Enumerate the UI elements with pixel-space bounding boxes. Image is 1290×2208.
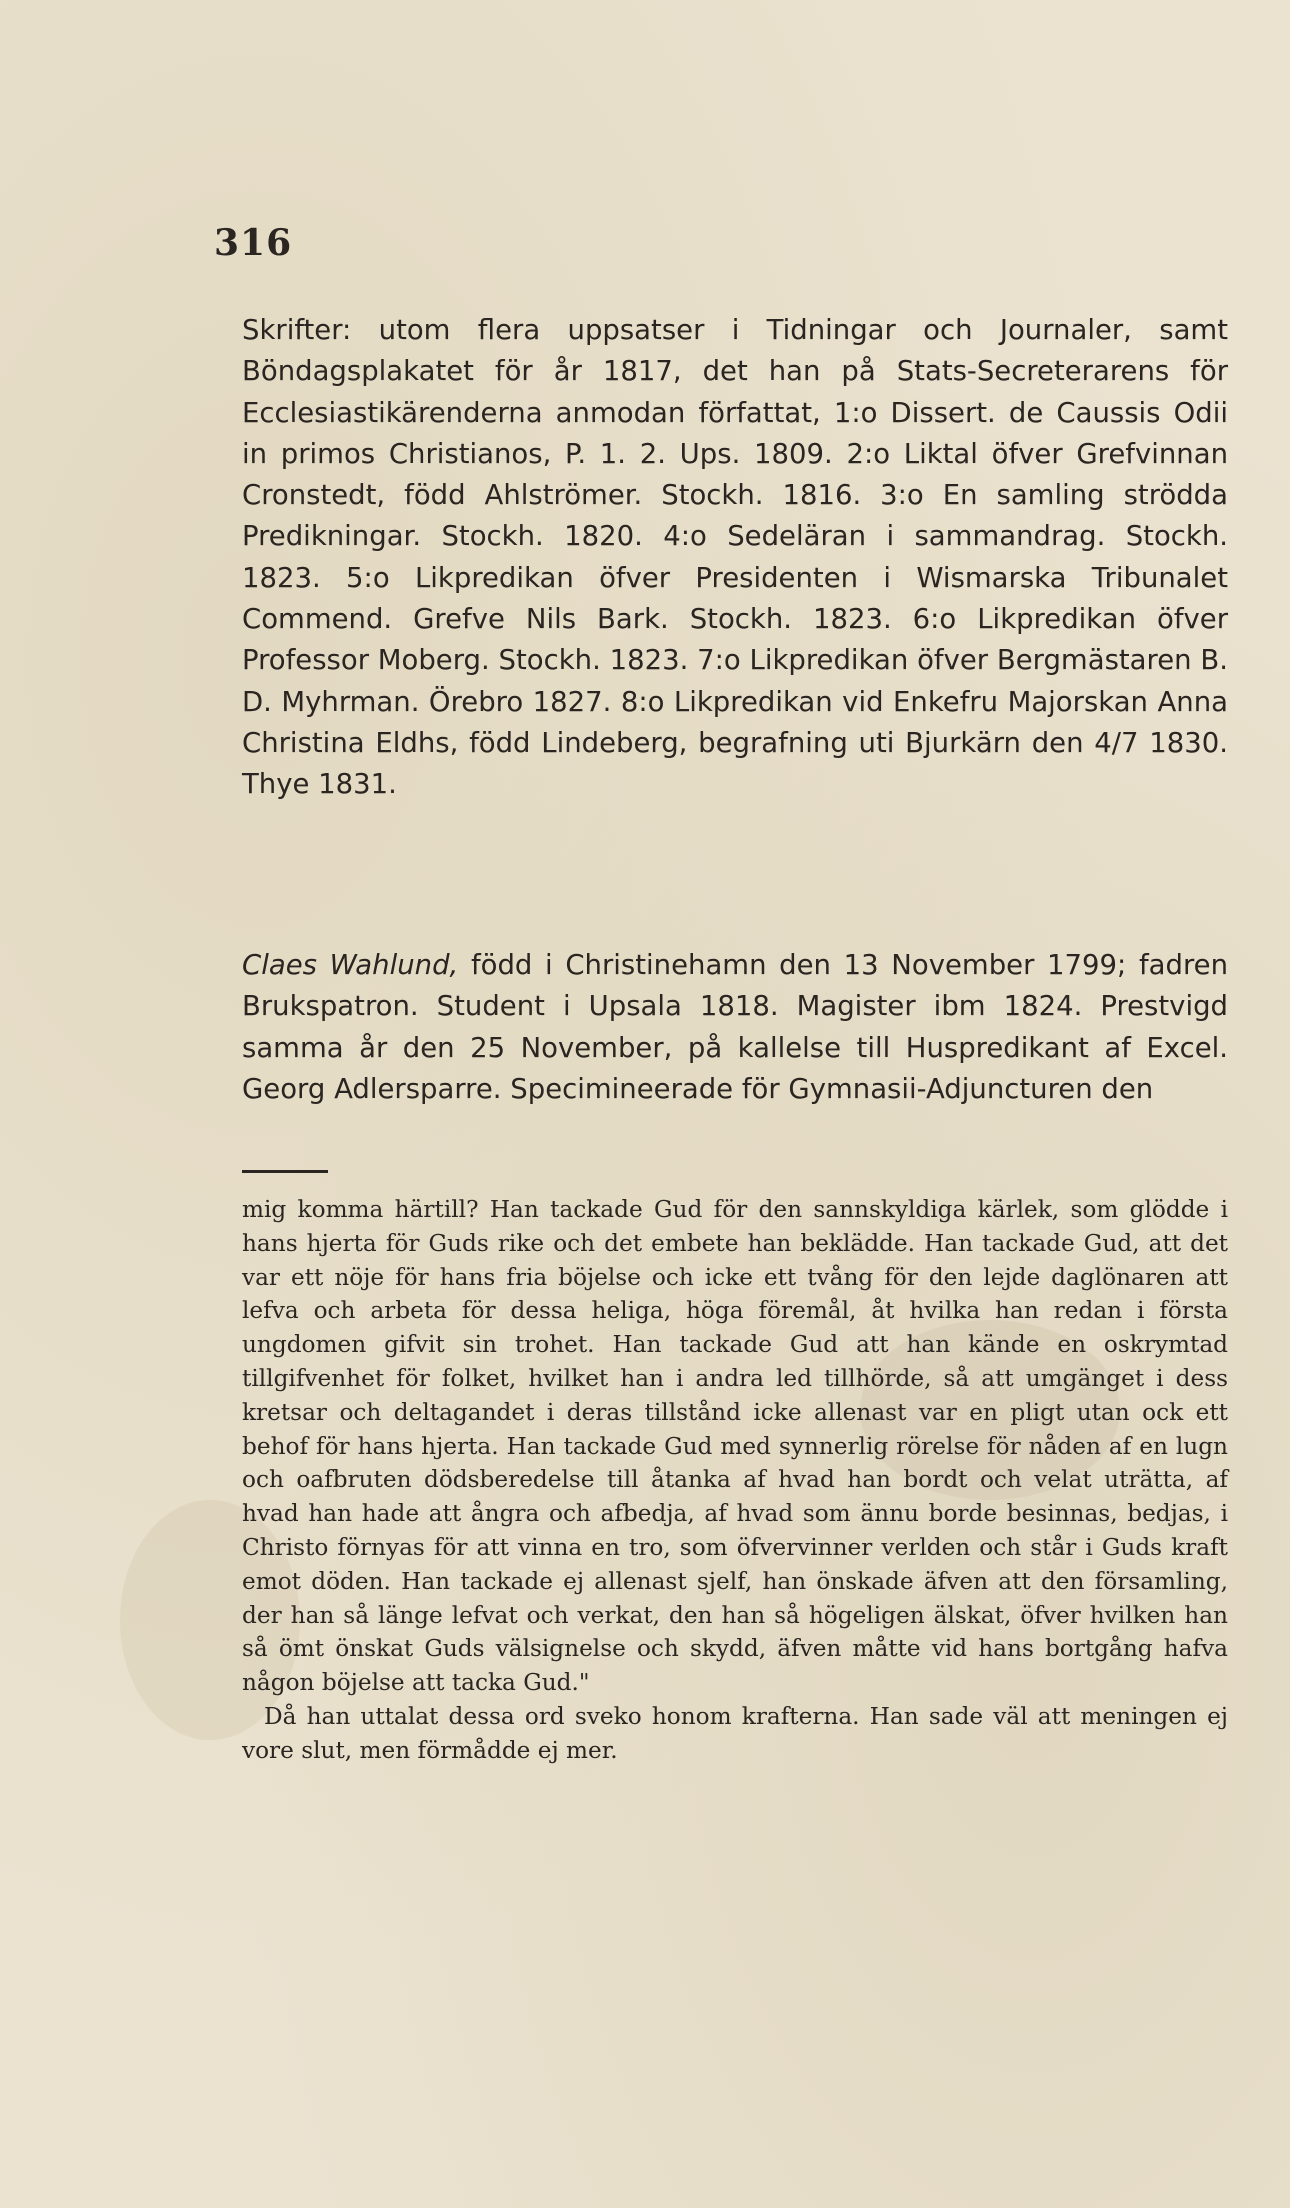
footnote-paragraph-1: mig komma härtill? Han tackade Gud för den sannskyldiga kärlek, som glödde i hans hjerta för Guds rike och det embete han beklädde. Han tackade Gud, att det var ett nöje för hans fria böjelse och icke ett tvång för den lejde daglönaren att lefva och arbeta för dessa heliga, höga föremål, åt hvilka han redan i första ungdomen gifvit sin trohet. Han tackade Gud att han kände en oskrymtad tillgifvenhet för folket, hvilket han i andra led tillhörde, så att umgänget i dess kretsar och deltagandet i deras tillstånd icke allenast var en pligt utan ock ett behof för hans hjerta. Han tackade Gud med synnerlig rörelse för nåden af en lugn och oafbruten dödsberedelse till åtanka af hvad han bordt och velat uträtta, af hvad han hade att ångra och afbedja, af hvad som ännu borde besinnas, bedjas, i Christo förnyas för att vinna en tro, som öfvervinner verlden och står i Guds kraft emot döden. Han tackade ej allenast sjelf, han önskade äfven att den församling, der han så länge lefvat och verkat, den han så högeligen älskat, öfver hvilken han så ömt önskat Guds välsignelse och skydd, äfven måtte vid hans bortgång hafva någon böjelse att tacka Gud." xyxy=(242,1196,1228,1697)
footnote-rule xyxy=(242,1170,328,1173)
biography-paragraph xyxy=(242,945,1228,1110)
footnote-section xyxy=(242,1193,1228,1768)
bibliography-section xyxy=(242,310,1228,806)
biography-text: född i Christinehamn den 13 November 1799; fadren Brukspatron. Student i Upsala 1818. Magister ibm 1824. Prestvigd samma år den 25 November, på kallelse till Huspredikant af Excel. Georg Adlersparre. Specimineerade för Gymnasii-Adjuncturen den xyxy=(242,949,1228,1105)
biography-name: Claes Wahlund, xyxy=(242,949,459,981)
bibliography-paragraph: Skrifter: utom flera uppsatser i Tidningar och Journaler, samt Böndagsplakatet för år 1817, det han på Stats-Secreterarens för Ecclesiastikärenderna anmodan författat, 1:o Dissert. de Caussis Odii in primos Christianos, P. 1. 2. Ups. 1809. 2:o Liktal öfver Grefvinnan Cronstedt, född Ahlströmer. Stockh. 1816. 3:o En samling strödda Predikningar. Stockh. 1820. 4:o Sedeläran i sammandrag. Stockh. 1823. 5:o Likpredikan öfver Presidenten i Wismarska Tribunalet Commend. Grefve Nils Bark. Stockh. 1823. 6:o Likpredikan öfver Professor Moberg. Stockh. 1823. 7:o Likpredikan öfver Bergmästaren B. D. Myhrman. Örebro 1827. 8:o Likpredikan vid Enkefru Majorskan Anna Christina Eldhs, född Lindeberg, begrafning uti Bjurkärn den 4/7 1830. Thye 1831. xyxy=(242,314,1228,801)
footnote-paragraph-2: Då han uttalat dessa ord sveko honom krafterna. Han sade väl att meningen ej vore slut, men förmådde ej mer. xyxy=(242,1702,1228,1764)
page-number: 316 xyxy=(214,222,293,264)
